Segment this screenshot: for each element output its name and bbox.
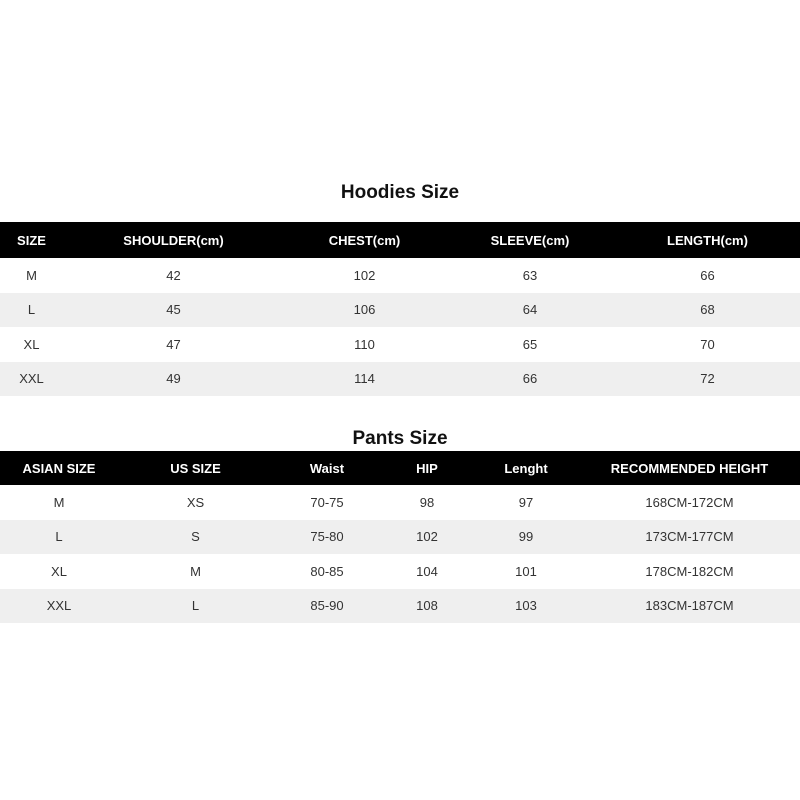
hoodies-size-table: [0, 222, 800, 396]
table-cell: 98: [419, 494, 435, 510]
column-header-sleeve: SLEEVE(cm): [445, 222, 615, 258]
column-header-length: LENGTH(cm): [615, 222, 800, 258]
table-row: [0, 258, 800, 293]
table-cell: XXL: [0, 589, 118, 624]
table-cell: 102: [353, 267, 376, 283]
pants-size-table: [0, 451, 800, 623]
column-header-waist: Waist: [273, 451, 381, 485]
column-header-chest: CHEST(cm): [284, 222, 445, 258]
table-cell: 45: [63, 293, 284, 328]
table-cell: 85-90: [273, 589, 381, 624]
column-header-hip: HIP: [381, 451, 473, 485]
table-cell: 168CM-172CM: [645, 494, 734, 510]
table-row: [0, 520, 800, 555]
table-cell: XL: [23, 336, 40, 352]
column-header-asian-size: ASIAN SIZE: [0, 451, 118, 485]
table-cell: S: [118, 520, 273, 555]
table-cell: L: [0, 520, 118, 555]
table-cell: XS: [186, 494, 205, 510]
table-row: [0, 485, 800, 520]
table-cell: 47: [166, 336, 181, 352]
table-cell: 70-75: [310, 494, 344, 510]
table-cell: 80-85: [310, 563, 344, 579]
hoodies-size-title: Hoodies Size: [340, 182, 460, 203]
table-cell: 65: [522, 336, 538, 352]
table-header-row: [0, 222, 800, 258]
table-cell: 75-80: [273, 520, 381, 555]
column-header-us-size: US SIZE: [118, 451, 273, 485]
table-row: [0, 293, 800, 328]
table-row: [0, 554, 800, 589]
table-cell: 49: [63, 362, 284, 397]
table-row: [0, 327, 800, 362]
table-cell: 99: [473, 520, 579, 555]
pants-size-title: Pants Size: [352, 428, 448, 449]
table-cell: 104: [416, 563, 438, 579]
table-cell: 178CM-182CM: [645, 563, 734, 579]
table-cell: M: [53, 494, 65, 510]
table-cell: 72: [615, 362, 800, 397]
column-header-length: Lenght: [473, 451, 579, 485]
column-header-size: SIZE: [0, 222, 63, 258]
table-cell: 110: [354, 336, 375, 352]
table-cell: 106: [284, 293, 445, 328]
table-cell: 103: [473, 589, 579, 624]
table-cell: 173CM-177CM: [579, 520, 800, 555]
table-cell: L: [118, 589, 273, 624]
table-cell: 70: [700, 336, 715, 352]
table-cell: 64: [445, 293, 615, 328]
table-cell: 63: [522, 267, 538, 283]
column-header-recommended-height: RECOMMENDED HEIGHT: [579, 451, 800, 485]
table-cell: 183CM-187CM: [579, 589, 800, 624]
table-cell: 102: [381, 520, 473, 555]
table-cell: XXL: [0, 362, 63, 397]
table-cell: XL: [51, 563, 67, 579]
table-cell: 101: [515, 563, 537, 579]
table-cell: L: [0, 293, 63, 328]
table-cell: 66: [700, 267, 715, 283]
table-row: [0, 589, 800, 624]
column-header-shoulder: SHOULDER(cm): [63, 222, 284, 258]
table-cell: M: [26, 267, 37, 283]
table-row: [0, 362, 800, 397]
table-cell: 68: [615, 293, 800, 328]
table-cell: 97: [518, 494, 534, 510]
table-cell: 114: [284, 362, 445, 397]
table-cell: 42: [166, 267, 181, 283]
table-cell: 108: [381, 589, 473, 624]
table-cell: M: [190, 563, 201, 579]
table-header-row: [0, 451, 800, 485]
table-cell: 66: [445, 362, 615, 397]
